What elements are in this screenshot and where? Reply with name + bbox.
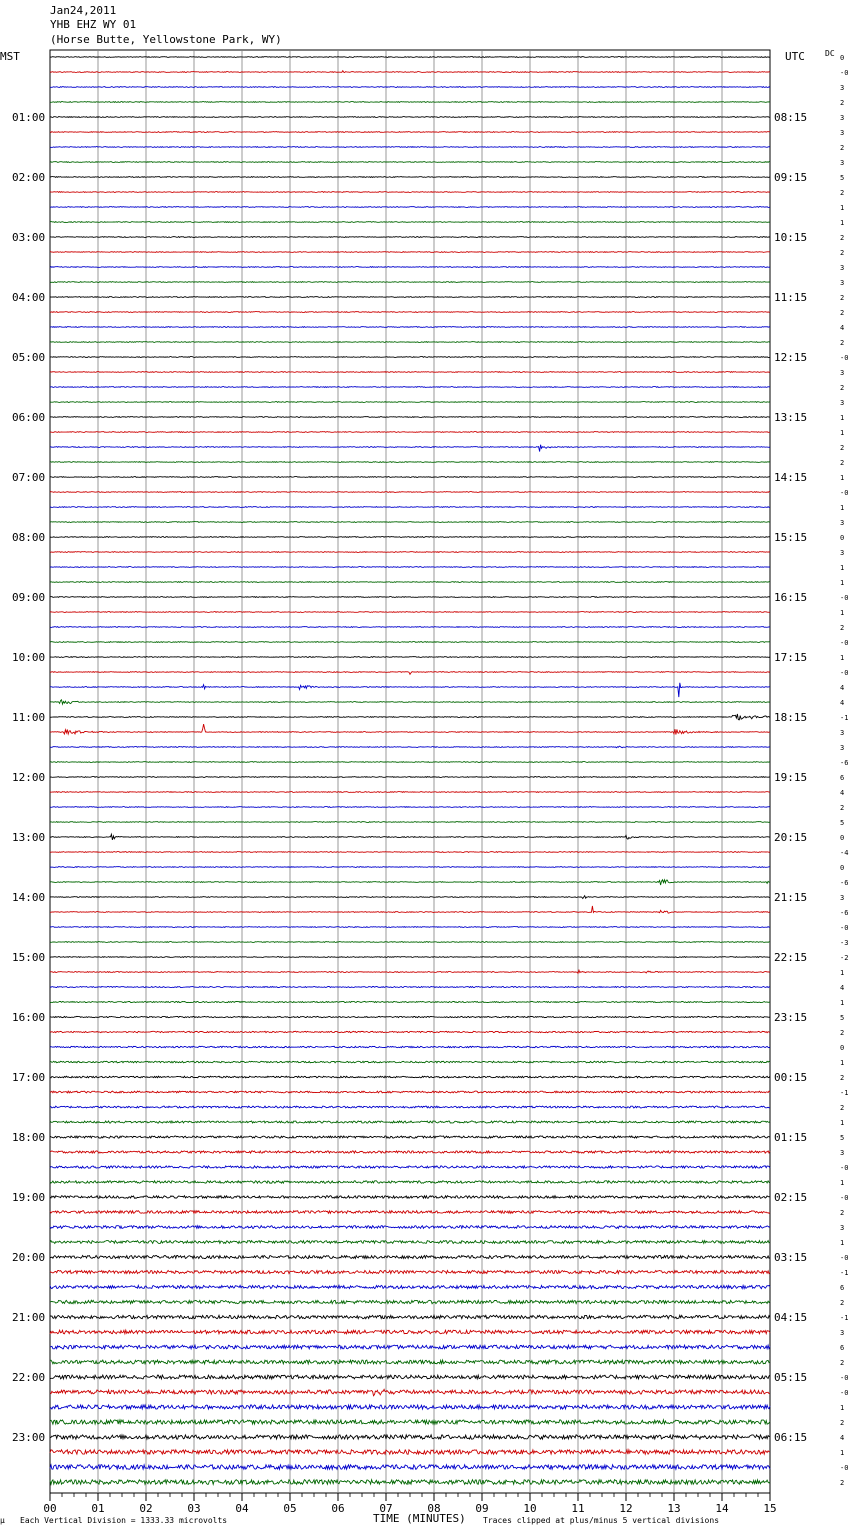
dc-offset-label: 2 xyxy=(840,804,845,812)
dc-offset-label: 1 xyxy=(840,1449,845,1457)
utc-hour-label: 06:15 xyxy=(774,1431,808,1444)
utc-axis-label: UTC xyxy=(785,50,805,63)
x-tick-label: 14 xyxy=(715,1502,729,1515)
utc-hour-label: 08:15 xyxy=(774,111,808,124)
dc-offset-label: 2 xyxy=(840,294,845,302)
dc-offset-label: -0 xyxy=(840,489,849,497)
trace-row xyxy=(50,957,770,958)
dc-offset-label: 2 xyxy=(840,1104,845,1112)
dc-offset-label: 0 xyxy=(840,534,845,542)
mst-hour-label: 14:00 xyxy=(12,891,46,904)
dc-offset-label: 6 xyxy=(840,774,845,782)
mst-hour-label: 01:00 xyxy=(12,111,46,124)
trace-row xyxy=(50,642,770,643)
utc-hour-label: 02:15 xyxy=(774,1191,808,1204)
trace-row xyxy=(50,462,770,463)
trace-row xyxy=(50,970,770,973)
dc-offset-label: 3 xyxy=(840,1329,845,1337)
trace-row xyxy=(50,312,770,313)
trace-row xyxy=(50,445,770,452)
trace-row xyxy=(50,896,770,899)
mst-hour-label: 21:00 xyxy=(12,1311,46,1324)
trace-row xyxy=(50,987,770,988)
dc-offset-label: 1 xyxy=(840,204,845,212)
dc-offset-label: 2 xyxy=(840,1029,845,1037)
utc-hour-label: 21:15 xyxy=(774,891,808,904)
trace-row xyxy=(50,627,770,628)
dc-offset-label: -0 xyxy=(840,924,849,932)
trace-row xyxy=(50,372,770,373)
trace-row xyxy=(50,724,770,735)
dc-offset-label: -0 xyxy=(840,669,849,677)
dc-offset-label: 4 xyxy=(840,699,845,707)
dc-offset-label: 2 xyxy=(840,144,845,152)
x-tick-label: 10 xyxy=(523,1502,537,1515)
trace-row xyxy=(50,1076,770,1078)
trace-row xyxy=(50,57,770,58)
utc-hour-label: 12:15 xyxy=(774,351,808,364)
trace-row xyxy=(50,492,770,493)
dc-offset-label: -6 xyxy=(840,759,849,767)
utc-hour-label: 11:15 xyxy=(774,291,808,304)
dc-offset-label: 0 xyxy=(840,864,845,872)
dc-offset-label: -1 xyxy=(840,714,849,722)
utc-hour-label: 22:15 xyxy=(774,951,808,964)
dc-offset-label: 3 xyxy=(840,264,845,272)
chart-date: Jan24,2011 xyxy=(50,4,117,17)
trace-row xyxy=(50,807,770,808)
dc-offset-label: 5 xyxy=(840,174,845,182)
trace-row xyxy=(50,1300,770,1303)
utc-hour-label: 03:15 xyxy=(774,1251,808,1264)
dc-offset-label: 1 xyxy=(840,609,845,617)
trace-row xyxy=(50,387,770,388)
dc-offset-label: 2 xyxy=(840,459,845,467)
dc-offset-label: 4 xyxy=(840,789,845,797)
trace-row xyxy=(50,162,770,163)
corner-mark: µ xyxy=(0,1516,5,1525)
dc-offset-label: 1 xyxy=(840,1059,845,1067)
utc-hour-label: 14:15 xyxy=(774,471,808,484)
vertical-division-note: Each Vertical Division = 1333.33 microvolts xyxy=(20,1516,228,1525)
utc-hour-label: 15:15 xyxy=(774,531,808,544)
dc-offset-label: -6 xyxy=(840,909,849,917)
mst-hour-label: 19:00 xyxy=(12,1191,46,1204)
x-tick-label: 07 xyxy=(379,1502,393,1515)
dc-offset-label: 3 xyxy=(840,519,845,527)
trace-row xyxy=(50,237,770,238)
trace-row xyxy=(50,477,770,478)
trace-row xyxy=(50,282,770,283)
dc-offset-label: 1 xyxy=(840,1119,845,1127)
x-tick-label: 09 xyxy=(475,1502,489,1515)
trace-row xyxy=(50,117,770,118)
dc-offset-label: 1 xyxy=(840,564,845,572)
x-tick-label: 08 xyxy=(427,1502,441,1515)
trace-row xyxy=(50,1271,770,1274)
mst-hour-label: 06:00 xyxy=(12,411,46,424)
dc-offset-label: 1 xyxy=(840,474,845,482)
trace-row xyxy=(50,267,770,268)
mst-hour-label: 09:00 xyxy=(12,591,46,604)
trace-row xyxy=(50,252,770,253)
dc-offset-label: 0 xyxy=(840,834,845,842)
trace-row xyxy=(50,834,770,840)
x-tick-label: 02 xyxy=(139,1502,153,1515)
trace-row xyxy=(50,1091,770,1093)
dc-offset-label: -0 xyxy=(840,1254,849,1262)
utc-hour-label: 04:15 xyxy=(774,1311,808,1324)
dc-offset-label: 2 xyxy=(840,339,845,347)
dc-offset-label: -4 xyxy=(840,849,849,857)
dc-offset-label: 1 xyxy=(840,579,845,587)
utc-hour-label: 17:15 xyxy=(774,651,808,664)
dc-offset-label: -0 xyxy=(840,1164,849,1172)
dc-offset-label: 6 xyxy=(840,1344,845,1352)
dc-offset-label: -2 xyxy=(840,954,849,962)
trace-row xyxy=(50,867,770,868)
trace-row xyxy=(50,207,770,208)
dc-offset-label: 6 xyxy=(840,1284,845,1292)
dc-offset-label: 3 xyxy=(840,114,845,122)
x-tick-label: 15 xyxy=(763,1502,777,1515)
dc-offset-label: 2 xyxy=(840,189,845,197)
dc-offset-label: 2 xyxy=(840,1359,845,1367)
mst-hour-label: 12:00 xyxy=(12,771,46,784)
dc-offset-label: -1 xyxy=(840,1269,849,1277)
trace-row xyxy=(50,683,770,697)
dc-offset-label: 3 xyxy=(840,279,845,287)
x-tick-label: 13 xyxy=(667,1502,681,1515)
mst-hour-label: 05:00 xyxy=(12,351,46,364)
trace-row xyxy=(50,1196,770,1199)
trace-row xyxy=(50,177,770,178)
trace-row xyxy=(50,327,770,328)
trace-row xyxy=(50,942,770,943)
trace-row xyxy=(50,1480,770,1485)
station-location: (Horse Butte, Yellowstone Park, WY) xyxy=(50,33,282,46)
x-tick-label: 04 xyxy=(235,1502,249,1515)
trace-row xyxy=(50,1226,770,1229)
trace-row xyxy=(50,357,770,358)
trace-row xyxy=(50,1241,770,1244)
trace-row xyxy=(50,1375,770,1379)
trace-row xyxy=(50,1016,770,1017)
trace-row xyxy=(50,1166,770,1168)
dc-offset-label: 3 xyxy=(840,549,845,557)
utc-hour-label: 23:15 xyxy=(774,1011,808,1024)
trace-row xyxy=(50,1420,770,1424)
trace-row xyxy=(50,1106,770,1108)
trace-row xyxy=(50,906,770,913)
trace-row xyxy=(50,1360,770,1364)
utc-hour-label: 09:15 xyxy=(774,171,808,184)
x-tick-label: 00 xyxy=(43,1502,57,1515)
trace-row xyxy=(50,87,770,88)
utc-hour-label: 16:15 xyxy=(774,591,808,604)
dc-offset-label: 1 xyxy=(840,999,845,1007)
utc-hour-label: 00:15 xyxy=(774,1071,808,1084)
dc-offset-label: 2 xyxy=(840,1074,845,1082)
trace-row xyxy=(50,880,770,885)
x-tick-label: 11 xyxy=(571,1502,585,1515)
dc-offset-label: 4 xyxy=(840,984,845,992)
dc-offset-label: 0 xyxy=(840,1044,845,1052)
x-tick-label: 12 xyxy=(619,1502,633,1515)
trace-row xyxy=(50,1211,770,1214)
trace-row xyxy=(50,1450,770,1454)
dc-offset-label: -0 xyxy=(840,69,849,77)
dc-offset-label: 1 xyxy=(840,504,845,512)
dc-offset-label: -0 xyxy=(840,354,849,362)
trace-row xyxy=(50,1465,770,1470)
trace-row xyxy=(50,1061,770,1063)
dc-label: DC xyxy=(825,49,835,58)
dc-offset-label: 2 xyxy=(840,1479,845,1487)
dc-offset-label: 3 xyxy=(840,894,845,902)
dc-offset-label: 3 xyxy=(840,729,845,737)
trace-row xyxy=(50,417,770,418)
dc-offset-label: 4 xyxy=(840,1434,845,1442)
utc-hour-label: 20:15 xyxy=(774,831,808,844)
mst-hour-label: 03:00 xyxy=(12,231,46,244)
trace-row xyxy=(50,297,770,298)
dc-offset-label: 1 xyxy=(840,219,845,227)
dc-offset-label: 1 xyxy=(840,969,845,977)
utc-hour-label: 01:15 xyxy=(774,1131,808,1144)
trace-row xyxy=(50,597,770,598)
dc-offset-label: 1 xyxy=(840,429,845,437)
trace-row xyxy=(50,1330,770,1334)
trace-row xyxy=(50,792,770,793)
mst-hour-label: 17:00 xyxy=(12,1071,46,1084)
dc-offset-label: 2 xyxy=(840,234,845,242)
dc-offset-label: 1 xyxy=(840,1239,845,1247)
trace-row xyxy=(50,222,770,223)
dc-offset-label: 3 xyxy=(840,1149,845,1157)
x-tick-label: 05 xyxy=(283,1502,297,1515)
dc-offset-label: 2 xyxy=(840,1299,845,1307)
trace-row xyxy=(50,537,770,538)
trace-row xyxy=(50,746,770,748)
trace-row xyxy=(50,132,770,133)
trace-row xyxy=(50,192,770,193)
dc-offset-label: -0 xyxy=(840,1389,849,1397)
trace-row xyxy=(50,552,770,553)
dc-offset-label: -0 xyxy=(840,1194,849,1202)
x-tick-label: 03 xyxy=(187,1502,201,1515)
dc-offset-label: 3 xyxy=(840,744,845,752)
mst-hour-label: 11:00 xyxy=(12,711,46,724)
dc-offset-label: 3 xyxy=(840,159,845,167)
dc-offset-label: 5 xyxy=(840,819,845,827)
station-code: YHB EHZ WY 01 xyxy=(50,18,137,31)
dc-offset-label: 3 xyxy=(840,369,845,377)
trace-row xyxy=(50,432,770,433)
trace-row xyxy=(50,1181,770,1183)
trace-row xyxy=(50,147,770,148)
dc-offset-label: -6 xyxy=(840,879,849,887)
utc-hour-label: 18:15 xyxy=(774,711,808,724)
trace-row xyxy=(50,507,770,508)
trace-row xyxy=(50,714,770,720)
dc-offset-label: -3 xyxy=(840,939,849,947)
trace-row xyxy=(50,1136,770,1138)
trace-row xyxy=(50,852,770,853)
mst-hour-label: 07:00 xyxy=(12,471,46,484)
dc-offset-label: 5 xyxy=(840,1134,845,1142)
trace-row xyxy=(50,672,770,675)
trace-row xyxy=(50,700,770,704)
dc-offset-label: 0 xyxy=(840,54,845,62)
trace-row xyxy=(50,612,770,613)
utc-hour-label: 19:15 xyxy=(774,771,808,784)
dc-offset-label: 1 xyxy=(840,1404,845,1412)
trace-row xyxy=(50,522,770,523)
mst-hour-label: 15:00 xyxy=(12,951,46,964)
dc-offset-label: -0 xyxy=(840,594,849,602)
utc-hour-label: 10:15 xyxy=(774,231,808,244)
trace-row xyxy=(50,657,770,658)
trace-row xyxy=(50,1031,770,1032)
trace-row xyxy=(50,1405,770,1409)
mst-hour-label: 18:00 xyxy=(12,1131,46,1144)
mst-hour-label: 16:00 xyxy=(12,1011,46,1024)
dc-offset-label: 2 xyxy=(840,99,845,107)
mst-hour-label: 08:00 xyxy=(12,531,46,544)
trace-row xyxy=(50,1256,770,1259)
dc-offset-label: 4 xyxy=(840,684,845,692)
trace-row xyxy=(50,1315,770,1318)
dc-offset-label: 1 xyxy=(840,414,845,422)
trace-row xyxy=(50,567,770,568)
x-tick-label: 01 xyxy=(91,1502,105,1515)
dc-offset-label: 5 xyxy=(840,1014,845,1022)
x-axis-title: TIME (MINUTES) xyxy=(373,1512,466,1525)
dc-offset-label: 4 xyxy=(840,324,845,332)
trace-row xyxy=(50,1001,770,1002)
mst-axis-label: MST xyxy=(0,50,20,63)
utc-hour-label: 05:15 xyxy=(774,1371,808,1384)
trace-row xyxy=(50,777,770,778)
mst-hour-label: 02:00 xyxy=(12,171,46,184)
trace-row xyxy=(50,822,770,823)
trace-row xyxy=(50,1345,770,1349)
dc-offset-label: -1 xyxy=(840,1089,849,1097)
dc-offset-label: 2 xyxy=(840,444,845,452)
mst-hour-label: 22:00 xyxy=(12,1371,46,1384)
trace-row xyxy=(50,402,770,403)
dc-offset-label: 3 xyxy=(840,1224,845,1232)
mst-hour-label: 20:00 xyxy=(12,1251,46,1264)
x-tick-label: 06 xyxy=(331,1502,345,1515)
trace-row xyxy=(50,1151,770,1153)
trace-row xyxy=(50,102,770,103)
trace-row xyxy=(50,1046,770,1047)
dc-offset-label: 2 xyxy=(840,1419,845,1427)
dc-offset-label: 3 xyxy=(840,84,845,92)
dc-offset-label: -1 xyxy=(840,1314,849,1322)
trace-row xyxy=(50,1285,770,1288)
trace-row xyxy=(50,1121,770,1123)
trace-row xyxy=(50,71,770,73)
dc-offset-label: -0 xyxy=(840,639,849,647)
trace-row xyxy=(50,762,770,763)
mst-hour-label: 10:00 xyxy=(12,651,46,664)
trace-row xyxy=(50,1389,770,1395)
dc-offset-label: 3 xyxy=(840,399,845,407)
mst-hour-label: 13:00 xyxy=(12,831,46,844)
dc-offset-label: 2 xyxy=(840,309,845,317)
trace-row xyxy=(50,582,770,583)
dc-offset-label: 2 xyxy=(840,1209,845,1217)
trace-row xyxy=(50,342,770,343)
dc-offset-label: 2 xyxy=(840,384,845,392)
clip-note: Traces clipped at plus/minus 5 vertical divisions xyxy=(483,1516,720,1525)
mst-hour-label: 04:00 xyxy=(12,291,46,304)
dc-offset-label: 2 xyxy=(840,249,845,257)
dc-offset-label: 3 xyxy=(840,129,845,137)
dc-offset-label: -0 xyxy=(840,1464,849,1472)
dc-offset-label: 1 xyxy=(840,654,845,662)
trace-row xyxy=(50,1435,770,1439)
dc-offset-label: 1 xyxy=(840,1179,845,1187)
utc-hour-label: 13:15 xyxy=(774,411,808,424)
dc-offset-label: -0 xyxy=(840,1374,849,1382)
trace-row xyxy=(50,927,770,928)
dc-offset-label: 2 xyxy=(840,624,845,632)
mst-hour-label: 23:00 xyxy=(12,1431,46,1444)
